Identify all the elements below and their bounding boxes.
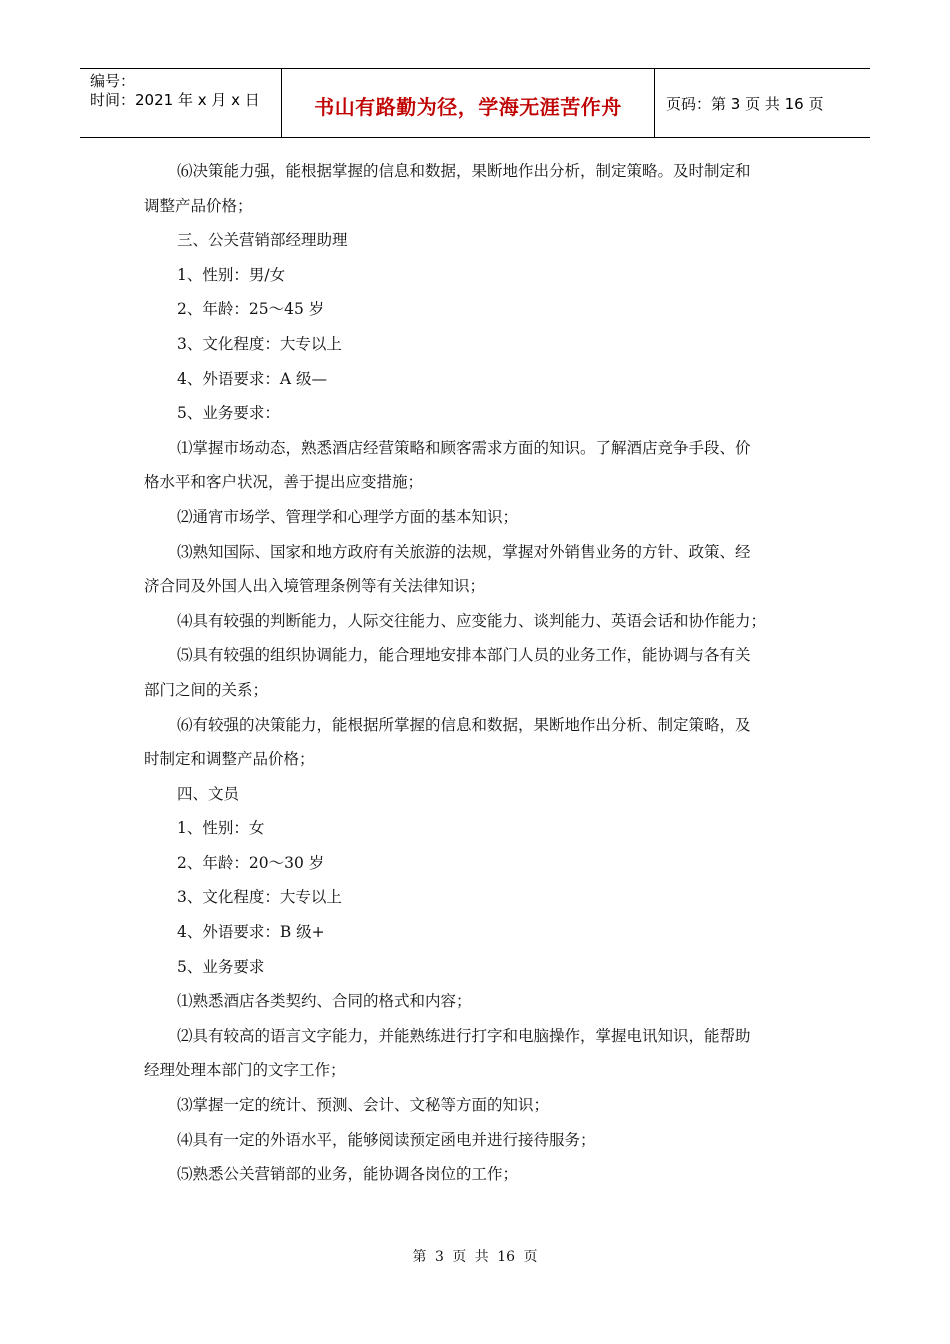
body-paragraph: 4、外语要求：A 级— xyxy=(177,369,327,388)
body-paragraph: 1、性别：男/女 xyxy=(177,265,286,284)
body-paragraph: ⑴熟悉酒店各类契约、合同的格式和内容； xyxy=(177,992,472,1011)
body-paragraph: 4、外语要求：B 级+ xyxy=(177,923,325,942)
document-number-label: 编号： xyxy=(90,72,136,90)
body-paragraph: ⑵通宵市场学、管理学和心理学方面的基本知识； xyxy=(177,507,519,526)
body-paragraph: 时制定和调整产品价格； xyxy=(144,750,315,769)
body-paragraph: 2、年龄：25～45 岁 xyxy=(177,300,325,319)
body-paragraph: ⑸熟悉公关营销部的业务，能协调各岗位的工作； xyxy=(177,1165,519,1184)
body-paragraph: ⑴掌握市场动态，熟悉酒店经营策略和顾客需求方面的知识。了解酒店竞争手段、价 xyxy=(177,438,751,457)
page-footer: 第 3 页 共 16 页 xyxy=(412,1249,538,1265)
body-paragraph: 5、业务要求： xyxy=(177,404,280,423)
header-motto: 书山有路勤为径，学海无涯苦作舟 xyxy=(314,95,622,119)
header-motto-cell xyxy=(281,69,655,137)
body-paragraph: 3、文化程度：大专以上 xyxy=(177,334,342,353)
body-paragraph: ⑸具有较强的组织协调能力，能合理地安排本部门人员的业务工作，能协调与各有关 xyxy=(177,646,751,665)
body-paragraph: 调整产品价格； xyxy=(144,196,253,215)
body-paragraph: 三、公关营销部经理助理 xyxy=(177,231,348,250)
body-paragraph: ⑵具有较高的语言文字能力，并能熟练进行打字和电脑操作，掌握电讯知识，能帮助 xyxy=(177,1026,751,1045)
body-paragraph: ⑷具有一定的外语水平，能够阅读预定函电并进行接待服务； xyxy=(177,1130,596,1149)
page-header xyxy=(80,68,870,138)
body-paragraph: ⑹有较强的决策能力，能根据所掌握的信息和数据，果断地作出分析、制定策略，及 xyxy=(177,715,751,734)
body-paragraph: 2、年龄：20～30 岁 xyxy=(177,853,325,872)
body-paragraph: 1、性别：女 xyxy=(177,819,265,838)
header-meta-cell xyxy=(80,69,280,137)
body-paragraph: 5、业务要求 xyxy=(177,957,265,976)
body-paragraph: 部门之间的关系； xyxy=(144,680,269,699)
body-paragraph: 格水平和客户状况，善于提出应变措施； xyxy=(144,473,424,492)
body-paragraph: ⑶掌握一定的统计、预测、会计、文秘等方面的知识； xyxy=(177,1096,550,1115)
body-paragraph: ⑹决策能力强，能根据掌握的信息和数据，果断地作出分析，制定策略。及时制定和 xyxy=(177,162,751,180)
body-paragraph: 3、文化程度：大专以上 xyxy=(177,888,342,907)
header-page-cell xyxy=(654,69,870,137)
body-paragraph: 四、文员 xyxy=(177,784,240,803)
document-body xyxy=(144,154,814,1192)
body-paragraph: 经理处理本部门的文字工作； xyxy=(144,1061,346,1080)
body-paragraph: ⑷具有较强的判断能力，人际交往能力、应变能力、谈判能力、英语会话和协作能力； xyxy=(177,611,767,630)
body-paragraph: ⑶熟知国际、国家和地方政府有关旅游的法规，掌握对外销售业务的方针、政策、经 xyxy=(177,542,751,561)
header-page-info: 页码：第 3 页 共 16 页 xyxy=(666,95,824,113)
document-time-label: 时间：2021 年 x 月 x 日 xyxy=(90,91,260,109)
body-paragraph: 济合同及外国人出入境管理条例等有关法律知识； xyxy=(144,577,486,596)
